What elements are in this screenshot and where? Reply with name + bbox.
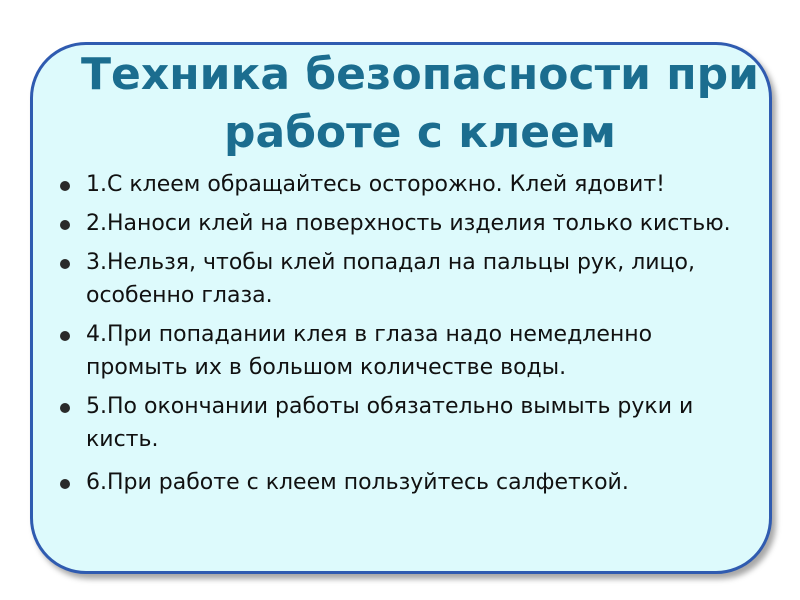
rule-item-5 xyxy=(58,390,748,456)
title-line-1: Техника безопасности при xyxy=(81,49,759,100)
rule-item-6 xyxy=(58,466,748,499)
rule-text: 3.Нельзя, чтобы клей попадал на пальцы рук, лицо, особенно глаза. xyxy=(86,250,695,308)
title-line-2: работе с клеем xyxy=(224,107,616,158)
bullet-icon xyxy=(60,181,70,191)
safety-rules-list xyxy=(58,168,748,505)
rule-item-4 xyxy=(58,318,748,384)
rule-text: 5.По окончании работы обязательно вымыть руки и кисть. xyxy=(86,394,694,452)
rule-text: 4.При попадании клея в глаза надо немедленно промыть их в большом количестве воды. xyxy=(86,322,653,380)
bullet-icon xyxy=(60,331,70,341)
bullet-icon xyxy=(60,259,70,269)
rule-text: 6.При работе с клеем пользуйтесь салфеткой. xyxy=(86,470,629,495)
rule-item-1 xyxy=(58,168,748,201)
rule-text: 2.Наноси клей на поверхность изделия только кистью. xyxy=(86,211,731,236)
bullet-icon xyxy=(60,220,70,230)
rule-item-3 xyxy=(58,246,748,312)
rule-text: 1.С клеем обращайтесь осторожно. Клей ядовит! xyxy=(86,172,665,197)
slide-title xyxy=(40,46,800,162)
bullet-icon xyxy=(60,403,70,413)
rule-item-2 xyxy=(58,207,748,240)
bullet-icon xyxy=(60,479,70,489)
